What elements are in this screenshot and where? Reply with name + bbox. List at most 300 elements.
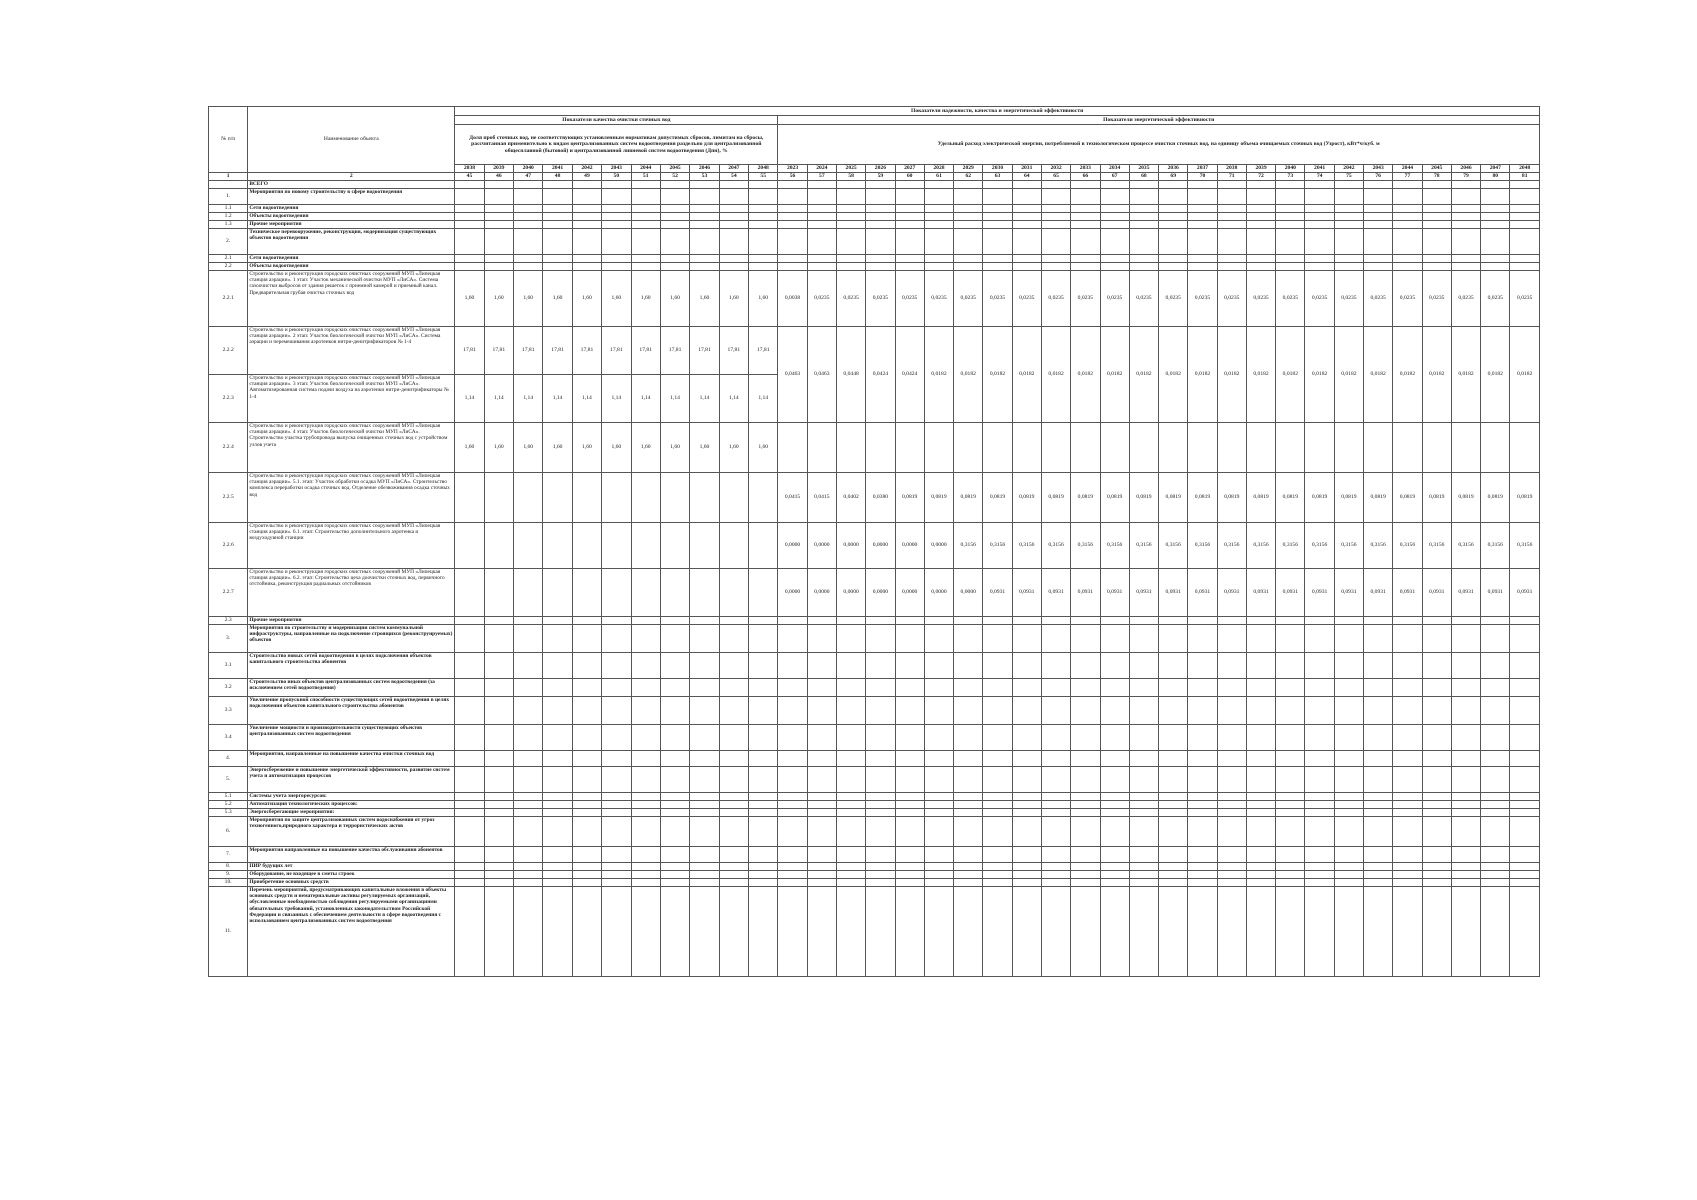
energy-value-cell: 0,0235 — [1100, 271, 1129, 327]
quality-value-cell — [484, 809, 513, 817]
header-year-energy: 2029 — [954, 165, 983, 173]
energy-value-cell — [1217, 697, 1246, 725]
quality-value-cell — [543, 725, 572, 751]
quality-value-cell: 1,60 — [455, 271, 484, 327]
quality-value-cell — [484, 569, 513, 617]
quality-value-cell: 17,81 — [749, 327, 778, 375]
energy-value-cell — [866, 679, 895, 697]
quality-value-cell — [660, 229, 689, 255]
energy-value-cell — [1334, 181, 1363, 189]
energy-value-cell — [866, 817, 895, 847]
energy-value-cell — [1246, 801, 1275, 809]
quality-value-cell — [602, 263, 631, 271]
energy-value-cell — [1364, 725, 1393, 751]
energy-value-cell — [1041, 617, 1070, 625]
energy-value-cell — [1100, 205, 1129, 213]
energy-value-cell: 0,0235 — [1188, 271, 1217, 327]
quality-value-cell: 1,60 — [660, 423, 689, 473]
quality-value-cell — [572, 847, 601, 863]
energy-value-cell — [1481, 817, 1510, 847]
quality-value-cell — [543, 887, 572, 977]
quality-value-cell — [484, 767, 513, 793]
energy-value-cell — [1217, 887, 1246, 977]
energy-value-cell — [1422, 679, 1451, 697]
energy-value-cell — [778, 181, 807, 189]
energy-value-cell — [1246, 809, 1275, 817]
energy-value-cell — [1041, 697, 1070, 725]
row-object-name: Мероприятия по новому строительству в сфере водоотведения — [248, 189, 455, 205]
quality-value-cell — [631, 871, 660, 879]
quality-value-cell — [631, 801, 660, 809]
energy-value-cell — [1364, 205, 1393, 213]
energy-value-cell: 0,0000 — [924, 569, 953, 617]
energy-value-cell: 0,0235 — [1364, 271, 1393, 327]
quality-value-cell — [543, 569, 572, 617]
energy-value-cell — [836, 205, 865, 213]
energy-value-cell: 0,0235 — [1159, 271, 1188, 327]
header-year-energy: 2047 — [1481, 165, 1510, 173]
energy-value-cell — [1481, 879, 1510, 887]
energy-value-cell — [1510, 423, 1540, 473]
energy-value-cell — [1071, 221, 1100, 229]
energy-value-cell — [954, 181, 983, 189]
header-index-1: 1 — [209, 173, 248, 181]
energy-value-cell — [866, 697, 895, 725]
energy-value-cell — [1334, 879, 1363, 887]
quality-value-cell — [602, 255, 631, 263]
energy-value-cell — [778, 423, 807, 473]
quality-value-cell: 1,60 — [455, 423, 484, 473]
energy-value-cell — [1100, 809, 1129, 817]
energy-value-cell — [1364, 879, 1393, 887]
quality-value-cell — [602, 863, 631, 871]
energy-value-cell: 0,0235 — [1422, 271, 1451, 327]
energy-value-cell: 0,0931 — [1041, 569, 1070, 617]
energy-value-cell — [1451, 725, 1480, 751]
energy-value-cell — [895, 863, 924, 871]
quality-value-cell — [514, 255, 543, 263]
quality-value-cell — [455, 793, 484, 801]
energy-value-cell — [1012, 205, 1041, 213]
quality-value-cell — [719, 679, 748, 697]
header-colindex-energy: 79 — [1451, 173, 1480, 181]
quality-value-cell — [690, 229, 719, 255]
energy-value-cell — [895, 679, 924, 697]
energy-value-cell: 0,3156 — [954, 523, 983, 569]
energy-value-cell: 0,0931 — [1451, 569, 1480, 617]
energy-value-cell — [1159, 205, 1188, 213]
energy-value-cell — [1129, 801, 1158, 809]
header-year-energy: 2025 — [836, 165, 865, 173]
row-number: 2.2 — [209, 263, 248, 271]
energy-value-cell — [1041, 879, 1070, 887]
header-year-energy: 2044 — [1393, 165, 1422, 173]
energy-value-cell — [1188, 863, 1217, 871]
energy-value-cell — [1159, 751, 1188, 767]
energy-value-cell — [836, 751, 865, 767]
quality-value-cell — [572, 887, 601, 977]
quality-value-cell — [572, 625, 601, 653]
energy-value-cell — [954, 879, 983, 887]
header-year-energy: 2028 — [924, 165, 953, 173]
energy-value-cell: 0,0038 — [778, 271, 807, 327]
energy-value-cell — [983, 255, 1012, 263]
energy-value-cell — [954, 255, 983, 263]
energy-value-cell — [1071, 725, 1100, 751]
energy-value-cell: 0,3156 — [1012, 523, 1041, 569]
energy-value-cell — [778, 725, 807, 751]
energy-value-cell — [1217, 847, 1246, 863]
energy-value-cell — [1422, 725, 1451, 751]
energy-value-cell — [1159, 255, 1188, 263]
quality-value-cell — [660, 679, 689, 697]
quality-value-cell: 1,60 — [514, 423, 543, 473]
header-colindex-energy: 72 — [1246, 173, 1275, 181]
energy-value-cell — [1159, 263, 1188, 271]
energy-value-cell: 0,0819 — [1451, 473, 1480, 523]
energy-value-cell: 0,3156 — [1188, 523, 1217, 569]
energy-value-cell: 0,0819 — [1364, 473, 1393, 523]
energy-value-cell — [1041, 229, 1070, 255]
energy-value-cell: 0,3156 — [1071, 523, 1100, 569]
energy-value-cell: 0,0182 — [1334, 327, 1363, 423]
energy-value-cell — [1276, 887, 1305, 977]
energy-value-cell — [1041, 863, 1070, 871]
table-row — [209, 327, 1540, 375]
quality-value-cell — [690, 793, 719, 801]
energy-value-cell — [1188, 221, 1217, 229]
header-year-energy: 2030 — [983, 165, 1012, 173]
quality-value-cell — [602, 181, 631, 189]
quality-value-cell — [514, 625, 543, 653]
energy-value-cell — [1305, 767, 1334, 793]
energy-value-cell — [778, 205, 807, 213]
header-colindex-quality: 51 — [631, 173, 660, 181]
energy-value-cell — [1188, 213, 1217, 221]
energy-value-cell — [778, 879, 807, 887]
quality-value-cell — [660, 847, 689, 863]
energy-value-cell — [1364, 697, 1393, 725]
energy-value-cell — [1305, 679, 1334, 697]
energy-value-cell — [1217, 767, 1246, 793]
energy-value-cell — [836, 653, 865, 679]
energy-value-cell — [1188, 817, 1217, 847]
energy-value-cell — [1129, 181, 1158, 189]
energy-value-cell — [836, 793, 865, 801]
quality-value-cell — [690, 887, 719, 977]
quality-value-cell — [455, 229, 484, 255]
table-row — [209, 423, 1540, 473]
quality-value-cell — [602, 887, 631, 977]
energy-value-cell — [1246, 863, 1275, 871]
quality-value-cell — [660, 793, 689, 801]
quality-value-cell — [631, 697, 660, 725]
header-year-energy: 2043 — [1364, 165, 1393, 173]
energy-value-cell — [924, 221, 953, 229]
energy-value-cell — [1364, 809, 1393, 817]
quality-value-cell — [690, 523, 719, 569]
energy-value-cell — [866, 725, 895, 751]
energy-value-cell — [1100, 767, 1129, 793]
energy-value-cell: 0,0182 — [1071, 327, 1100, 423]
energy-value-cell — [1451, 205, 1480, 213]
energy-value-cell — [1451, 767, 1480, 793]
quality-value-cell — [602, 679, 631, 697]
quality-value-cell — [719, 817, 748, 847]
energy-value-cell: 0,0235 — [954, 271, 983, 327]
quality-value-cell — [690, 255, 719, 263]
energy-value-cell: 0,0182 — [1422, 327, 1451, 423]
quality-value-cell: 1,60 — [602, 423, 631, 473]
quality-value-cell — [749, 767, 778, 793]
row-object-name: Строительство и реконструкция городских очистных сооружений МУП «Липецкая станция аэрации». 2 этап: Участок биологической очистки МУП «ЛиСА». Система аэрации и перемешивания аэротенков нитри-денитрификаторов № 1-4 — [248, 327, 455, 375]
energy-value-cell: 0,0000 — [836, 569, 865, 617]
header-col-name: Наименование объекта — [248, 107, 455, 173]
energy-value-cell — [1071, 863, 1100, 871]
quality-value-cell — [572, 205, 601, 213]
quality-value-cell — [572, 189, 601, 205]
energy-value-cell — [1071, 879, 1100, 887]
energy-value-cell — [807, 181, 836, 189]
energy-value-cell — [924, 229, 953, 255]
row-object-name: Мероприятия направленные на повышение качества обслуживания абонентов — [248, 847, 455, 863]
energy-value-cell — [954, 263, 983, 271]
quality-value-cell — [543, 189, 572, 205]
energy-value-cell — [1129, 625, 1158, 653]
energy-value-cell: 0,0182 — [1217, 327, 1246, 423]
row-number: 3.3 — [209, 697, 248, 725]
row-object-name: Техническое перевооружение, реконструкция, модернизация существующих объектов водоотведения — [248, 229, 455, 255]
energy-value-cell — [1246, 229, 1275, 255]
row-object-name: Объекты водоотведения — [248, 213, 455, 221]
energy-value-cell — [1451, 809, 1480, 817]
energy-value-cell — [1012, 801, 1041, 809]
quality-value-cell — [514, 767, 543, 793]
quality-value-cell: 1,60 — [543, 271, 572, 327]
energy-value-cell — [1129, 263, 1158, 271]
energy-value-cell — [1188, 423, 1217, 473]
quality-value-cell — [455, 181, 484, 189]
energy-value-cell: 0,0415 — [807, 473, 836, 523]
energy-value-cell — [1393, 221, 1422, 229]
energy-value-cell: 0,0182 — [1364, 327, 1393, 423]
energy-value-cell — [1129, 213, 1158, 221]
energy-value-cell — [1364, 653, 1393, 679]
energy-value-cell: 0,0235 — [1246, 271, 1275, 327]
row-object-name: Строительство и реконструкция городских очистных сооружений МУП «Липецкая станция аэрации». 6.1. этап: Строительство дополнительного аэротенка и воздуходувной станции — [248, 523, 455, 569]
quality-value-cell — [602, 879, 631, 887]
energy-value-cell — [1364, 229, 1393, 255]
quality-value-cell — [749, 751, 778, 767]
energy-value-cell: 0,0402 — [836, 473, 865, 523]
quality-value-cell — [719, 569, 748, 617]
energy-value-cell: 0,0819 — [1422, 473, 1451, 523]
energy-value-cell — [1481, 181, 1510, 189]
header-colindex-quality: 50 — [602, 173, 631, 181]
energy-value-cell — [983, 423, 1012, 473]
energy-value-cell: 0,0819 — [1012, 473, 1041, 523]
header-colindex-energy: 68 — [1129, 173, 1158, 181]
energy-value-cell — [924, 751, 953, 767]
energy-value-cell — [1334, 817, 1363, 847]
energy-value-cell — [1422, 871, 1451, 879]
energy-value-cell — [1100, 423, 1129, 473]
energy-value-cell — [1071, 423, 1100, 473]
energy-value-cell — [895, 809, 924, 817]
energy-value-cell — [895, 423, 924, 473]
energy-value-cell: 0,0819 — [1334, 473, 1363, 523]
row-object-name: Строительство и реконструкция городских очистных сооружений МУП «Липецкая станция аэрации». 5.1. этап: Участок обработки осадка МУП «ЛиСА». Строительство комплекса переработки осадка сточных вод. Отделение обезвоживания осадка сточных вод — [248, 473, 455, 523]
energy-value-cell — [1276, 189, 1305, 205]
energy-value-cell — [1305, 847, 1334, 863]
energy-value-cell — [1510, 879, 1540, 887]
header-colindex-quality: 53 — [690, 173, 719, 181]
energy-value-cell: 0,3156 — [1305, 523, 1334, 569]
quality-value-cell — [719, 793, 748, 801]
energy-value-cell — [1012, 221, 1041, 229]
table-row — [209, 617, 1540, 625]
energy-value-cell — [1159, 887, 1188, 977]
energy-value-cell — [1159, 793, 1188, 801]
quality-value-cell — [572, 801, 601, 809]
energy-value-cell — [1422, 189, 1451, 205]
energy-value-cell — [895, 871, 924, 879]
quality-value-cell — [660, 863, 689, 871]
quality-value-cell — [690, 871, 719, 879]
energy-value-cell — [1041, 181, 1070, 189]
quality-value-cell — [543, 617, 572, 625]
energy-value-cell — [1159, 817, 1188, 847]
energy-value-cell: 0,0235 — [895, 271, 924, 327]
quality-value-cell — [455, 473, 484, 523]
quality-value-cell — [602, 523, 631, 569]
header-colindex-energy: 76 — [1364, 173, 1393, 181]
quality-value-cell — [484, 697, 513, 725]
quality-value-cell — [631, 473, 660, 523]
energy-value-cell — [1188, 751, 1217, 767]
energy-value-cell — [1246, 653, 1275, 679]
energy-value-cell — [1276, 213, 1305, 221]
energy-value-cell — [1246, 221, 1275, 229]
quality-value-cell — [484, 255, 513, 263]
energy-value-cell — [1071, 793, 1100, 801]
quality-value-cell — [719, 255, 748, 263]
energy-value-cell — [954, 617, 983, 625]
energy-value-cell: 0,0182 — [1276, 327, 1305, 423]
table-row — [209, 229, 1540, 255]
header-year-energy: 2036 — [1159, 165, 1188, 173]
energy-value-cell — [924, 653, 953, 679]
energy-value-cell: 0,0819 — [954, 473, 983, 523]
energy-value-cell — [778, 697, 807, 725]
energy-value-cell: 0,0182 — [1481, 327, 1510, 423]
energy-value-cell — [983, 213, 1012, 221]
energy-value-cell: 0,3156 — [1276, 523, 1305, 569]
energy-value-cell — [895, 263, 924, 271]
energy-value-cell — [1305, 205, 1334, 213]
energy-value-cell — [1100, 617, 1129, 625]
energy-value-cell — [1393, 205, 1422, 213]
header-colindex-energy: 69 — [1159, 173, 1188, 181]
energy-value-cell — [1422, 653, 1451, 679]
energy-value-cell — [895, 697, 924, 725]
energy-value-cell — [1071, 847, 1100, 863]
energy-value-cell — [836, 809, 865, 817]
quality-value-cell — [484, 879, 513, 887]
energy-value-cell — [1071, 817, 1100, 847]
energy-value-cell — [924, 189, 953, 205]
table-row — [209, 255, 1540, 263]
quality-value-cell — [572, 213, 601, 221]
energy-value-cell — [1129, 617, 1158, 625]
quality-value-cell — [543, 767, 572, 793]
quality-value-cell — [631, 523, 660, 569]
table-row — [209, 801, 1540, 809]
quality-value-cell — [543, 751, 572, 767]
energy-value-cell — [1305, 751, 1334, 767]
table-row — [209, 863, 1540, 871]
row-number: 1.3 — [209, 221, 248, 229]
energy-value-cell — [1510, 653, 1540, 679]
energy-value-cell: 0,0931 — [1276, 569, 1305, 617]
header-colindex-quality: 54 — [719, 173, 748, 181]
energy-value-cell — [1451, 617, 1480, 625]
energy-value-cell — [778, 617, 807, 625]
energy-value-cell — [1276, 767, 1305, 793]
quality-value-cell — [602, 625, 631, 653]
energy-value-cell — [1481, 847, 1510, 863]
energy-value-cell — [1188, 725, 1217, 751]
energy-value-cell — [1364, 625, 1393, 653]
energy-value-cell — [954, 221, 983, 229]
header-year-quality: 2040 — [514, 165, 543, 173]
energy-value-cell — [924, 847, 953, 863]
energy-value-cell — [1041, 189, 1070, 205]
energy-value-cell — [1188, 887, 1217, 977]
energy-value-cell — [1100, 625, 1129, 653]
energy-value-cell — [807, 255, 836, 263]
energy-value-cell — [954, 697, 983, 725]
quality-value-cell — [631, 751, 660, 767]
quality-value-cell — [660, 725, 689, 751]
energy-value-cell — [1451, 863, 1480, 871]
quality-value-cell — [514, 229, 543, 255]
row-object-name: Мероприятия по защите централизованных систем водоснабжения от угроз техногенного,природного характера и террористических актов — [248, 817, 455, 847]
quality-value-cell: 17,81 — [484, 327, 513, 375]
energy-value-cell — [836, 255, 865, 263]
quality-value-cell — [484, 801, 513, 809]
energy-value-cell — [836, 697, 865, 725]
header-colindex-energy: 80 — [1481, 173, 1510, 181]
energy-value-cell — [1012, 887, 1041, 977]
energy-value-cell — [1422, 697, 1451, 725]
row-number: 11. — [209, 887, 248, 977]
energy-value-cell — [1305, 229, 1334, 255]
energy-value-cell: 0,0819 — [1276, 473, 1305, 523]
energy-value-cell — [1100, 263, 1129, 271]
energy-value-cell — [807, 221, 836, 229]
quality-value-cell — [572, 221, 601, 229]
energy-value-cell — [1217, 863, 1246, 871]
energy-value-cell — [1451, 423, 1480, 473]
energy-value-cell: 0,0931 — [983, 569, 1012, 617]
energy-value-cell — [1129, 697, 1158, 725]
energy-value-cell — [836, 679, 865, 697]
quality-value-cell — [719, 801, 748, 809]
energy-value-cell — [924, 879, 953, 887]
quality-value-cell — [602, 213, 631, 221]
energy-value-cell — [1071, 213, 1100, 221]
